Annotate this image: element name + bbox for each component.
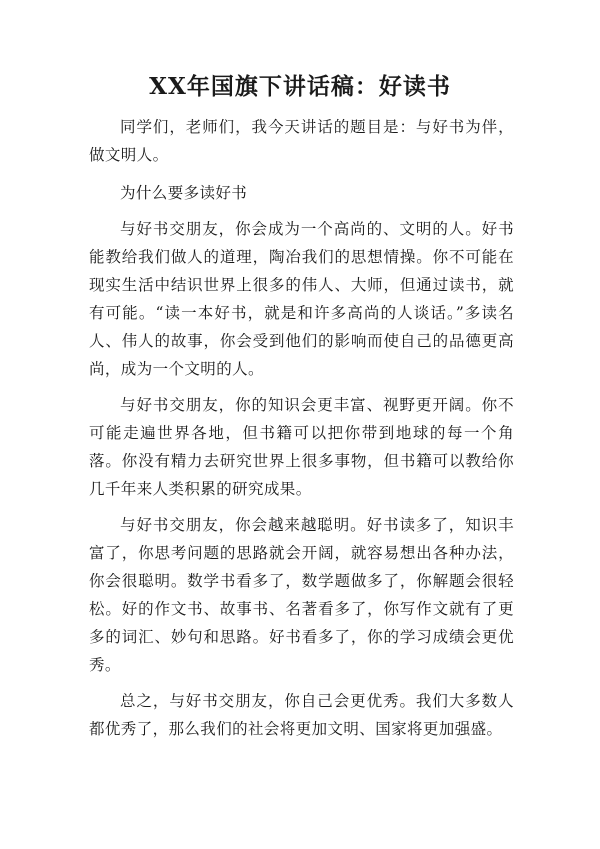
section-heading: 为什么要多读好书 <box>120 184 248 202</box>
document-body <box>89 113 514 743</box>
paragraph-intro: 同学们，老师们，我今天讲话的题目是：与好书为伴，做文明人。 <box>89 118 514 164</box>
paragraph-smart: 与好书交朋友，你会越来越聪明。好书读多了，知识丰富了，你思考问题的思路就会开阔，就容易想出各种办法，你会很聪明。数学书看多了，数学题做多了，你解题会很轻松。好的作文书、故事书、名著看多了，你写作文就有了更多的词汇、妙句和思路。好书看多了，你的学习成绩会更优秀。 <box>89 516 514 674</box>
document-title: XX年国旗下讲话稿：好读书 <box>149 73 451 100</box>
paragraph-knowledge: 与好书交朋友，你的知识会更丰富、视野更开阔。你不可能走遍世界各地，但书籍可以把你带到地球的每一个角落。你没有精力去研究世界上很多事物，但书籍可以教给你几千年来人类积累的研究成果。 <box>89 396 514 498</box>
paragraph-conclusion: 总之，与好书交朋友，你自己会更优秀。我们大多数人都优秀了，那么我们的社会将更加文明、国家将更加强盛。 <box>89 692 514 738</box>
paragraph-noble: 与好书交朋友，你会成为一个高尚的、文明的人。好书能教给我们做人的道理，陶冶我们的思想情操。你不可能在现实生活中结识世界上很多的伟人、大师，但通过读书，就有可能。“读一本好书，就是和许多高尚的人谈话。”多读名人、伟人的故事，你会受到他们的影响而使自己的品德更高尚，成为一个文明的人。 <box>89 220 514 378</box>
